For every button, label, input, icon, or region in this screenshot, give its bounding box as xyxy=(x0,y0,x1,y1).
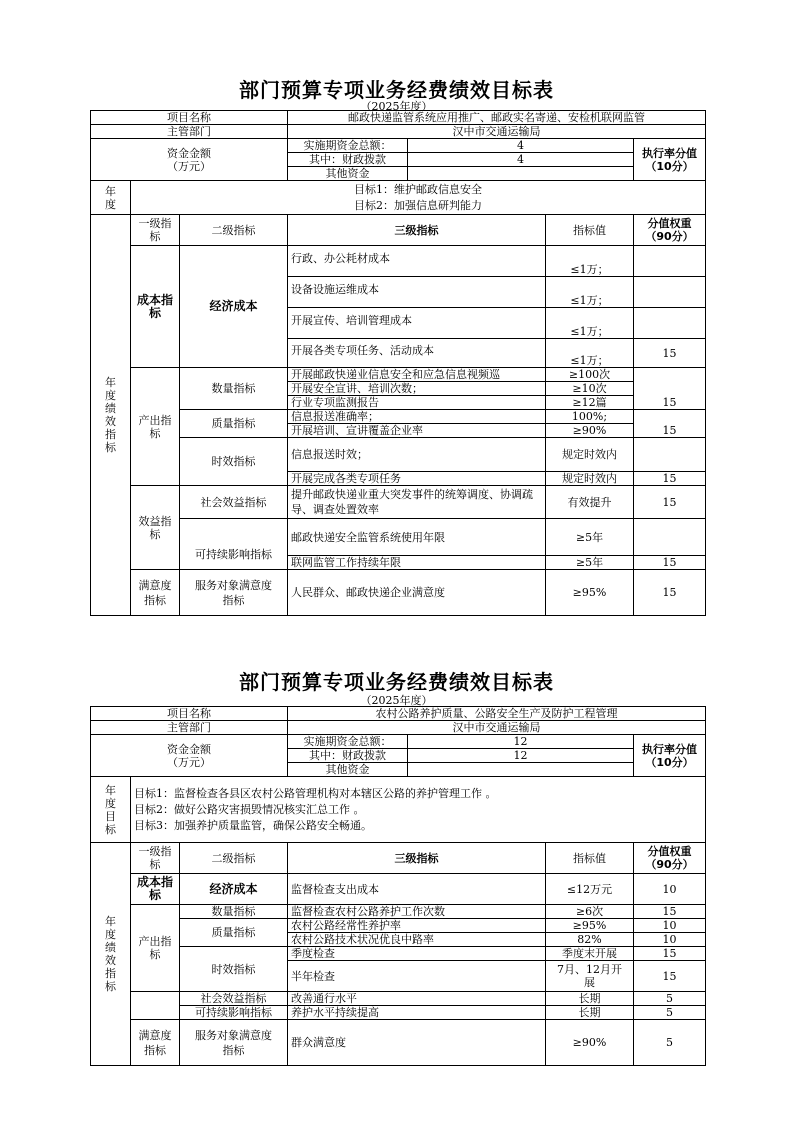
quality-weight: 10 xyxy=(634,919,706,933)
cost-weight xyxy=(634,246,706,277)
dept-value: 汉中市交通运输局 xyxy=(288,721,706,735)
time-weight: 15 xyxy=(634,947,706,961)
project-name-row xyxy=(91,707,706,721)
cost-indicator: 开展宣传、培训管理成本 xyxy=(288,308,546,339)
cost-indicator: 监督检查支出成本 xyxy=(288,874,546,905)
annual-indicator-label: 年 度 绩 效 指 标 xyxy=(91,215,131,616)
table-row xyxy=(91,410,706,424)
social-indicator: 提升邮政快递业重大突发事件的统筹调度、协调疏导、调查处置效率 xyxy=(288,486,546,519)
cost-l2: 经济成本 xyxy=(180,246,288,368)
sustain-weight: 15 xyxy=(634,556,706,570)
fund-total-value: 12 xyxy=(408,735,634,749)
table-row xyxy=(91,874,706,905)
fund-total-value: 4 xyxy=(408,139,634,153)
table-row xyxy=(91,919,706,933)
cost-value: ≤1万； xyxy=(546,246,634,277)
dept-label: 主管部门 xyxy=(91,721,288,735)
cost-value: ≤1万； xyxy=(546,277,634,308)
table-row xyxy=(91,1020,706,1066)
header-weight: 分值权重 （90分） xyxy=(634,843,706,874)
time-l2: 时效指标 xyxy=(180,438,288,486)
table-row xyxy=(91,1006,706,1020)
sustain-l2: 可持续影响指标 xyxy=(180,519,288,570)
satisfaction-indicator: 人民群众、邮政快递企业满意度 xyxy=(288,570,546,616)
table2-title: 部门预算专项业务经费绩效目标表 xyxy=(239,670,554,694)
fund-fiscal-label: 其中：财政拨款 xyxy=(288,749,408,763)
fund-label: 资金金额 （万元） xyxy=(91,735,288,777)
table-row xyxy=(91,570,706,616)
sustain-indicator: 养护水平持续提高 xyxy=(288,1006,546,1020)
output-l1: 产出指 标 xyxy=(131,368,180,486)
goal-label: 年 度 xyxy=(91,181,131,215)
time-weight xyxy=(634,438,706,472)
project-name-label: 项目名称 xyxy=(91,707,288,721)
social-weight: 15 xyxy=(634,486,706,519)
satisfaction-value: ≥95% xyxy=(546,570,634,616)
cost-value: ≤1万； xyxy=(546,308,634,339)
header-weight: 分值权重 （90分） xyxy=(634,215,706,246)
time-indicator: 开展完成各类专项任务 xyxy=(288,472,546,486)
exec-rate-label: 执行率分值 （10分） xyxy=(634,139,706,181)
fund-fiscal-value: 4 xyxy=(408,153,634,167)
fund-total-label: 实施期资金总额： xyxy=(288,735,408,749)
table-row xyxy=(91,246,706,277)
cost-weight xyxy=(634,308,706,339)
cost-l1: 成本指 标 xyxy=(131,874,180,905)
quality-l2: 质量指标 xyxy=(180,919,288,947)
header-value: 指标值 xyxy=(546,843,634,874)
quality-value: 82% xyxy=(546,933,634,947)
time-value: 7月、12月开展 xyxy=(546,961,634,992)
satisfaction-l2: 服务对象满意度 指标 xyxy=(180,570,288,616)
project-name-value: 农村公路养护质量、公路安全生产及防护工程管理 xyxy=(288,707,706,721)
cost-l2: 经济成本 xyxy=(180,874,288,905)
sustain-l2: 可持续影响指标 xyxy=(180,1006,288,1020)
satisfaction-l1: 满意度 指标 xyxy=(131,1020,180,1066)
goal-label: 年 度 目 标 xyxy=(91,777,131,843)
quantity-value: ≥10次 xyxy=(546,382,634,396)
quantity-l2: 数量指标 xyxy=(180,905,288,919)
quantity-weight: 15 xyxy=(634,905,706,919)
table1-year: （2025年度） xyxy=(360,100,433,113)
fund-other-value xyxy=(408,763,634,777)
quality-indicator: 农村公路技术状况优良中路率 xyxy=(288,933,546,947)
quantity-value: ≥100次 xyxy=(546,368,634,382)
quantity-indicator: 开展安全宣讲、培训次数； xyxy=(288,382,546,396)
dept-label: 主管部门 xyxy=(91,125,288,139)
quality-indicator: 信息报送准确率； xyxy=(288,410,546,424)
benefit-l1: 效益指 标 xyxy=(131,486,180,570)
quality-weight: 15 xyxy=(634,410,706,438)
dept-row xyxy=(91,125,706,139)
satisfaction-value: ≥90% xyxy=(546,1020,634,1066)
project-name-label: 项目名称 xyxy=(91,111,288,125)
exec-rate-label: 执行率分值 （10分） xyxy=(634,735,706,777)
quantity-value: ≥12篇 xyxy=(546,396,634,410)
social-weight: 5 xyxy=(634,992,706,1006)
fund-total-row xyxy=(91,139,706,153)
header-row xyxy=(91,843,706,874)
quantity-l2: 数量指标 xyxy=(180,368,288,410)
project-name-value: 邮政快递监管系统应用推广、邮政实名寄递、安检机联网监管 xyxy=(288,111,706,125)
cost-value: ≤1万； xyxy=(546,339,634,368)
quality-weight: 10 xyxy=(634,933,706,947)
header-level2: 二级指标 xyxy=(180,215,288,246)
table1-title: 部门预算专项业务经费绩效目标表 xyxy=(239,78,554,102)
header-level3: 三级指标 xyxy=(288,215,546,246)
satisfaction-l1: 满意度 指标 xyxy=(131,570,180,616)
satisfaction-weight: 15 xyxy=(634,570,706,616)
social-l2: 社会效益指标 xyxy=(180,486,288,519)
quantity-indicator: 监督检查农村公路养护工作次数 xyxy=(288,905,546,919)
quality-l2: 质量指标 xyxy=(180,410,288,438)
header-level1: 一级指 标 xyxy=(131,843,180,874)
cost-value: ≤12万元 xyxy=(546,874,634,905)
quantity-indicator: 开展邮政快递业信息安全和应急信息视频巡 xyxy=(288,368,546,382)
sustain-indicator: 邮政快递安全监管系统使用年限 xyxy=(288,519,546,556)
social-value: 有效提升 xyxy=(546,486,634,519)
header-level2: 二级指标 xyxy=(180,843,288,874)
table-row xyxy=(91,519,706,556)
time-indicator: 半年检查 xyxy=(288,961,546,992)
time-indicator: 季度检查 xyxy=(288,947,546,961)
quantity-value: ≥6次 xyxy=(546,905,634,919)
cost-weight: 10 xyxy=(634,874,706,905)
annual-indicator-label: 年 度 绩 效 指 标 xyxy=(91,843,131,1066)
goal-row xyxy=(91,777,706,843)
satisfaction-l2: 服务对象满意度 指标 xyxy=(180,1020,288,1066)
cost-weight xyxy=(634,277,706,308)
sustain-weight: 5 xyxy=(634,1006,706,1020)
dept-row xyxy=(91,721,706,735)
quality-value: 100%; xyxy=(546,410,634,424)
quality-indicator: 开展培训、宣讲覆盖企业率 xyxy=(288,424,546,438)
fund-label: 资金金额 （万元） xyxy=(91,139,288,181)
social-value: 长期 xyxy=(546,992,634,1006)
goal-row xyxy=(91,181,706,215)
sustain-indicator: 联网监管工作持续年限 xyxy=(288,556,546,570)
quality-value: ≥95% xyxy=(546,919,634,933)
output-l1: 产出指 标 xyxy=(131,905,180,992)
sustain-weight xyxy=(634,519,706,556)
fund-total-label: 实施期资金总额： xyxy=(288,139,408,153)
time-value: 规定时效内 xyxy=(546,438,634,472)
goal-text: 目标1：维护邮政信息安全 目标2：加强信息研判能力 xyxy=(131,181,706,215)
cost-indicator: 行政、办公耗材成本 xyxy=(288,246,546,277)
quality-value: ≥90% xyxy=(546,424,634,438)
fund-fiscal-value: 12 xyxy=(408,749,634,763)
time-weight: 15 xyxy=(634,472,706,486)
fund-other-value xyxy=(408,167,634,181)
time-indicator: 信息报送时效； xyxy=(288,438,546,472)
cost-indicator: 开展各类专项任务、活动成本 xyxy=(288,339,546,368)
benefit-l1 xyxy=(131,992,180,1020)
fund-other-label: 其他资金 xyxy=(288,167,408,181)
table-row xyxy=(91,486,706,519)
header-level1: 一级指 标 xyxy=(131,215,180,246)
sustain-value: ≥5年 xyxy=(546,519,634,556)
goal-text: 目标1：监督检查各县区农村公路管理机构对本辖区公路的养护管理工作 。 目标2：做好公路灾害损毁情况核实汇总工作 。 目标3：加强养护质量监管，确保公路安全畅通。 xyxy=(131,777,706,843)
table2-year: （2025年度） xyxy=(360,694,433,707)
table-row xyxy=(91,368,706,382)
satisfaction-indicator: 群众满意度 xyxy=(288,1020,546,1066)
quantity-indicator: 行业专项监测报告 xyxy=(288,396,546,410)
project-name-row xyxy=(91,111,706,125)
fund-fiscal-label: 其中：财政拨款 xyxy=(288,153,408,167)
table2 xyxy=(90,706,706,1066)
table-row xyxy=(91,438,706,472)
cost-weight: 15 xyxy=(634,339,706,368)
satisfaction-weight: 5 xyxy=(634,1020,706,1066)
social-indicator: 改善通行水平 xyxy=(288,992,546,1006)
header-value: 指标值 xyxy=(546,215,634,246)
sustain-value: 长期 xyxy=(546,1006,634,1020)
social-l2: 社会效益指标 xyxy=(180,992,288,1006)
fund-total-row xyxy=(91,735,706,749)
table-row xyxy=(91,992,706,1006)
fund-other-label: 其他资金 xyxy=(288,763,408,777)
table-row xyxy=(91,947,706,961)
sustain-value: ≥5年 xyxy=(546,556,634,570)
table-row xyxy=(91,905,706,919)
quality-indicator: 农村公路经常性养护率 xyxy=(288,919,546,933)
table1 xyxy=(90,110,706,616)
time-value: 季度末开展 xyxy=(546,947,634,961)
header-level3: 三级指标 xyxy=(288,843,546,874)
cost-l1: 成本指 标 xyxy=(131,246,180,368)
quantity-weight: 15 xyxy=(634,368,706,410)
dept-value: 汉中市交通运输局 xyxy=(288,125,706,139)
time-weight: 15 xyxy=(634,961,706,992)
time-l2: 时效指标 xyxy=(180,947,288,992)
header-row xyxy=(91,215,706,246)
cost-indicator: 设备设施运维成本 xyxy=(288,277,546,308)
time-value: 规定时效内 xyxy=(546,472,634,486)
